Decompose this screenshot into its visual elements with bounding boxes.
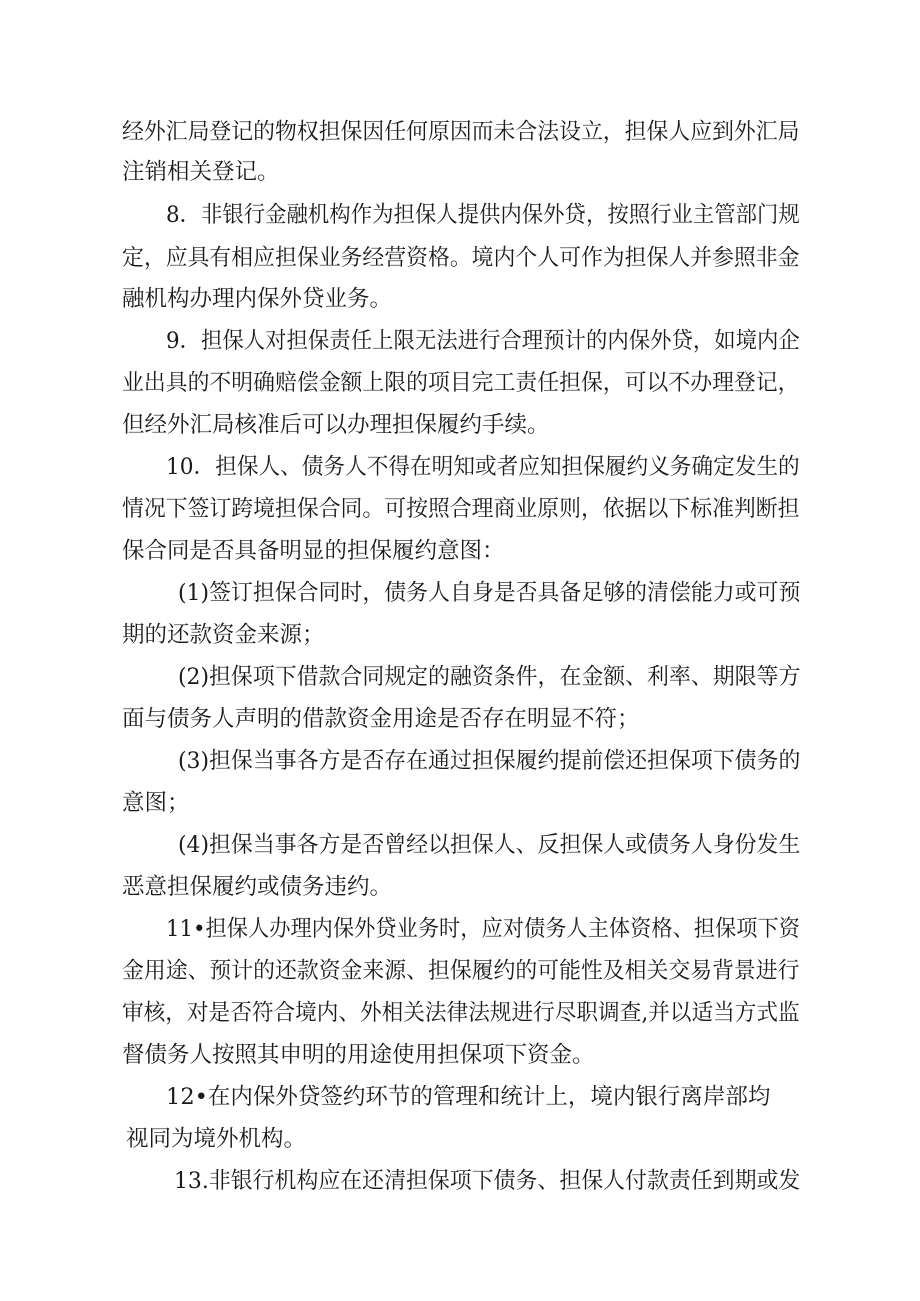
text-line-4: 定，应具有相应担保业务经营资格。境内个人可作为担保人并参照非金	[122, 245, 800, 271]
text-line-5: 融机构办理内保外贷业务。	[122, 286, 393, 312]
text-line-26: 13.非银行机构应在还清担保项下债务、担保人付款责任到期或发	[174, 1168, 801, 1194]
text-line-15: 面与债务人声明的借款资金用途是否存在明显不符；	[122, 706, 640, 732]
text-line-8: 但经外汇局核准后可以办理担保履约手续。	[122, 412, 550, 438]
text-line-13: 期的还款资金来源；	[122, 622, 325, 648]
text-line-23: 督债务人按照其申明的用途使用担保项下资金。	[122, 1042, 595, 1068]
text-line-17: 意图；	[122, 790, 190, 816]
text-line-2: 注销相关登记。	[122, 159, 280, 185]
text-line-6: 9．担保人对担保责任上限无法进行合理预计的内保外贷，如境内企	[166, 328, 800, 354]
text-line-7: 业出具的不明确赔偿金额上限的项目完工责任担保，可以不办理登记，	[122, 370, 800, 396]
text-line-19: 恶意担保履约或债务违约。	[122, 874, 393, 900]
text-line-11: 保合同是否具备明显的担保履约意图：	[122, 538, 505, 564]
text-line-24: 12•在内保外贷签约环节的管理和统计上，境内银行离岸部均	[166, 1084, 771, 1110]
text-line-3: 8．非银行金融机构作为担保人提供内保外贷，按照行业主管部门规	[166, 202, 800, 228]
text-line-1: 经外汇局登记的物权担保因任何原因而未合法设立，担保人应到外汇局	[122, 119, 800, 145]
text-line-21: 金用途、预计的还款资金来源、担保履约的可能性及相关交易背景进行	[122, 958, 800, 984]
text-line-12: (1)签订担保合同时，债务人自身是否具备足够的清偿能力或可预	[178, 580, 801, 606]
text-line-10: 情况下签订跨境担保合同。可按照合理商业原则，依据以下标准判断担	[122, 496, 800, 522]
text-line-14: (2)担保项下借款合同规定的融资条件，在金额、利率、期限等方	[178, 664, 801, 690]
text-line-20: 11•担保人办理内保外贷业务时，应对债务人主体资格、担保项下资	[166, 916, 800, 942]
text-line-22: 审核，对是否符合境内、外相关法律法规进行尽职调查,并以适当方式监	[122, 1000, 800, 1026]
text-line-25: 视同为境外机构。	[126, 1126, 307, 1152]
text-line-9: 10．担保人、债务人不得在明知或者应知担保履约义务确定发生的	[166, 454, 800, 480]
text-line-16: (3)担保当事各方是否存在通过担保履约提前偿还担保项下债务的	[178, 748, 801, 774]
text-line-18: (4)担保当事各方是否曾经以担保人、反担保人或债务人身份发生	[178, 832, 801, 858]
